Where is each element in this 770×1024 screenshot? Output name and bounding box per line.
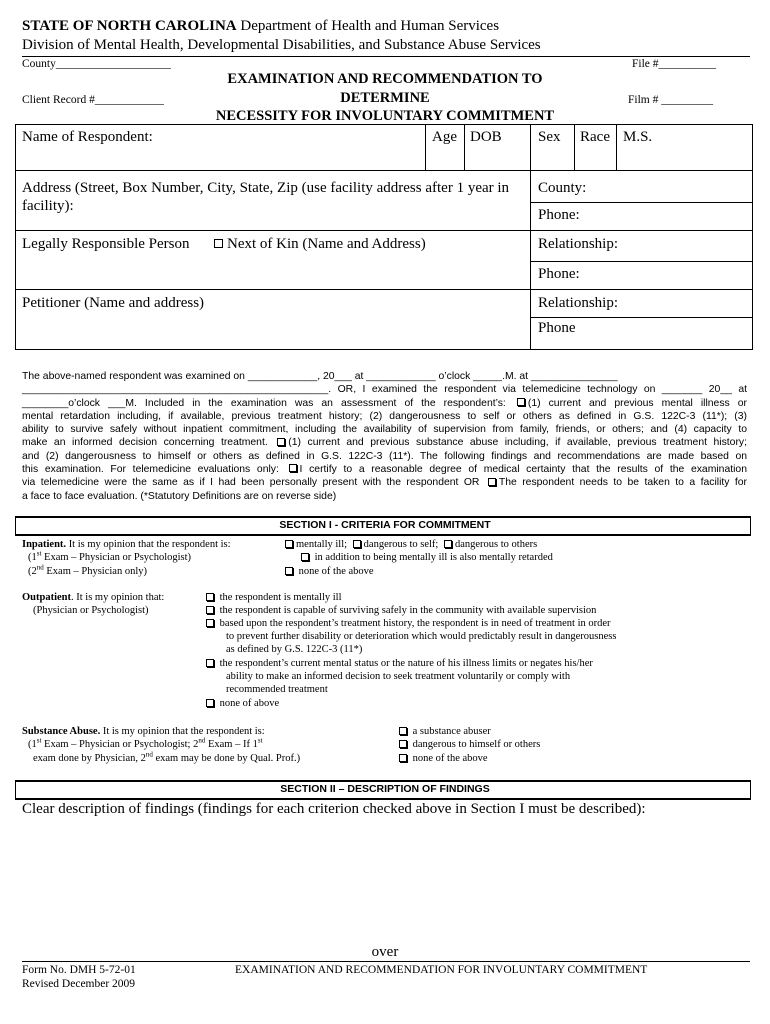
race-label: Race bbox=[580, 129, 610, 145]
next-of-kin-checkbox[interactable] bbox=[214, 239, 223, 248]
footer-title: EXAMINATION AND RECOMMENDATION FOR INVOLUNTARY COMMITMENT bbox=[235, 964, 648, 976]
county-field[interactable]: County____________________ bbox=[22, 58, 171, 70]
relationship-label: Relationship: bbox=[538, 236, 618, 252]
next-of-kin-label: Next of Kin (Name and Address) bbox=[227, 236, 426, 252]
mental-illness-checkbox[interactable] bbox=[517, 398, 525, 406]
outpatient-option-1: the respondent is mentally ill bbox=[203, 592, 342, 603]
phone-label: Phone: bbox=[538, 207, 580, 223]
outpatient-examiner: (Physician or Psychologist) bbox=[33, 605, 149, 616]
substance-option-2: dangerous to himself or others bbox=[396, 739, 540, 750]
form-title-line1: EXAMINATION AND RECOMMENDATION TO bbox=[227, 71, 543, 87]
findings-prompt: Clear description of findings (findings for each criterion checked above in Section I must be described): bbox=[22, 801, 646, 817]
petitioner-label: Petitioner (Name and address) bbox=[22, 295, 205, 311]
county-label: County: bbox=[538, 180, 587, 196]
substance-abuse-examiner-1: (1st Exam – Physician or Psychologist; 2nd Exam – If 1st bbox=[28, 736, 263, 750]
inpatient-examiner-2: (2nd Exam – Physician only) bbox=[28, 563, 147, 577]
file-number-field[interactable]: File #__________ bbox=[632, 58, 717, 70]
exam-line-5: ability to survive safely without inpatient commitment, including the availability of supervision from family, friends, or others; and (4) capacity to bbox=[22, 424, 747, 436]
respondent-name-label: Name of Respondent: bbox=[22, 129, 153, 145]
department-name: Department of Health and Human Services bbox=[236, 18, 500, 34]
exam-line-4: mental retardation including, if available, previous treatment history; (2) dangerousness to self or others as defined in G.S. 122C-3 (11*); (3) bbox=[22, 410, 747, 422]
section-2-heading: SECTION II – DESCRIPTION OF FINDINGS bbox=[280, 783, 490, 795]
outpatient-option-4-line3: recommended treatment bbox=[226, 684, 328, 695]
footer-rule bbox=[22, 961, 750, 962]
marital-status-label: M.S. bbox=[623, 129, 653, 145]
outpatient-option-4: the respondent’s current mental status or the nature of his illness limits or negates his/her bbox=[203, 658, 593, 669]
form-title-line3: NECESSITY FOR INVOLUNTARY COMMITMENT bbox=[215, 108, 555, 124]
client-record-field[interactable]: Client Record #____________ bbox=[22, 94, 164, 106]
exam-line-10: a face to face evaluation. (*Statutory Definitions are on reverse side) bbox=[22, 490, 337, 502]
outpatient-option-3: based upon the respondent’s treatment history, the respondent is in need of treatment in order bbox=[203, 618, 611, 629]
out-treatment-history-checkbox[interactable] bbox=[206, 619, 214, 627]
exam-line-8: this examination. For telemedicine evaluations only: I certify to a reasonable degree of medical certainty that the results of the examination bbox=[22, 464, 747, 476]
outpatient-option-2: the respondent is capable of surviving safely in the community with available supervision bbox=[203, 605, 596, 616]
state-name: STATE OF NORTH CAROLINA bbox=[22, 18, 237, 34]
substance-abuse-examiner-2: exam done by Physician, 2nd exam may be done by Qual. Prof.) bbox=[33, 750, 301, 764]
substance-option-3: none of the above bbox=[396, 753, 488, 764]
over-note: over bbox=[371, 944, 399, 960]
phone-label-2: Phone: bbox=[538, 266, 580, 282]
inpatient-none-checkbox[interactable] bbox=[285, 567, 293, 575]
telemedicine-certify-checkbox[interactable] bbox=[289, 464, 297, 472]
outpatient-option-5: none of above bbox=[203, 698, 279, 709]
outpatient-option-3-line3: as defined by G.S. 122C-3 (11*) bbox=[226, 644, 363, 655]
age-label: Age bbox=[432, 129, 457, 145]
sex-label: Sex bbox=[538, 129, 561, 145]
outpatient-option-3-line2: to prevent further disability or deterioration which would predictably result in dangerousness bbox=[226, 631, 617, 642]
examination-statement bbox=[22, 370, 747, 503]
relationship-label-2: Relationship: bbox=[538, 295, 618, 311]
substance-option-1: a substance abuser bbox=[396, 726, 491, 737]
next-of-kin-option[interactable] bbox=[214, 236, 426, 253]
sa-none-checkbox[interactable] bbox=[399, 754, 407, 762]
inpatient-header: Inpatient. It is my opinion that the respondent is: bbox=[22, 539, 231, 550]
exam-line-9: via telemedicine were the same as if I had been personally present with the respondent OR The respondent needs to be taken to a facility for bbox=[22, 477, 748, 489]
exam-line-2: _____________________________________________________. OR, I examined the respondent via telemedicine technology on _______ 20__ at bbox=[22, 384, 747, 396]
address-label-line1: Address (Street, Box Number, City, State, Zip (use facility address after 1 year in bbox=[22, 180, 510, 196]
inpatient-options-row3: none of the above bbox=[282, 566, 374, 577]
inpatient-examiner-1: (1st Exam – Physician or Psychologist) bbox=[28, 549, 192, 563]
sa-dangerous-checkbox[interactable] bbox=[399, 740, 407, 748]
section-1-heading: SECTION I - CRITERIA FOR COMMITMENT bbox=[279, 519, 491, 531]
substance-abuse-checkbox[interactable] bbox=[277, 438, 285, 446]
division-name: Division of Mental Health, Developmental Disabilities, and Substance Abuse Services bbox=[22, 37, 541, 53]
mentally-retarded-checkbox[interactable] bbox=[301, 553, 309, 561]
out-none-checkbox[interactable] bbox=[206, 699, 214, 707]
phone-label-3: Phone bbox=[538, 320, 576, 336]
inpatient-options-row2: in addition to being mentally ill is also mentally retarded bbox=[298, 552, 553, 563]
out-mental-status-checkbox[interactable] bbox=[206, 659, 214, 667]
face-to-face-checkbox[interactable] bbox=[488, 478, 496, 486]
dangerous-to-others-checkbox[interactable] bbox=[444, 540, 452, 548]
form-number: Form No. DMH 5-72-01 bbox=[22, 964, 136, 976]
dob-label: DOB bbox=[470, 129, 502, 145]
exam-line-6: make an informed decision concerning treatment. (1) current and previous substance abuse including, if available, previous treatment history; bbox=[22, 437, 748, 449]
legally-responsible-label: Legally Responsible Person bbox=[22, 236, 190, 252]
inpatient-options-row1: mentally ill; dangerous to self; dangerous to others bbox=[282, 539, 537, 550]
address-label-line2: facility): bbox=[22, 198, 74, 214]
mentally-ill-checkbox[interactable] bbox=[285, 540, 293, 548]
header-agency bbox=[22, 18, 499, 35]
substance-abuser-checkbox[interactable] bbox=[399, 727, 407, 735]
out-capable-surviving-checkbox[interactable] bbox=[206, 606, 214, 614]
form-title-line2: DETERMINE bbox=[340, 90, 430, 106]
substance-abuse-header: Substance Abuse. It is my opinion that the respondent is: bbox=[22, 726, 265, 737]
out-mentally-ill-checkbox[interactable] bbox=[206, 593, 214, 601]
outpatient-header: Outpatient. It is my opinion that: bbox=[22, 592, 165, 603]
exam-line-3: ________o’clock ___M. Included in the examination was an assessment of the respondent’s: (1) current and previous mental illness or bbox=[22, 397, 747, 409]
revision-date: Revised December 2009 bbox=[22, 978, 136, 990]
outpatient-option-4-line2: ability to make an informed decision to seek treatment voluntarily or comply with bbox=[226, 671, 571, 682]
film-number-field[interactable]: Film # _________ bbox=[628, 94, 713, 106]
exam-line-1: The above-named respondent was examined on ____________, 20___ at ____________ o’clock _____.M. at _______________ bbox=[22, 371, 618, 382]
header-rule bbox=[22, 56, 750, 57]
dangerous-to-self-checkbox[interactable] bbox=[353, 540, 361, 548]
exam-line-7: and (2) dangerousness to himself or others as defined in G.S. 122C-3 (11*). The following findings and recommendations are made based on bbox=[22, 450, 747, 462]
findings-area[interactable] bbox=[22, 822, 750, 940]
